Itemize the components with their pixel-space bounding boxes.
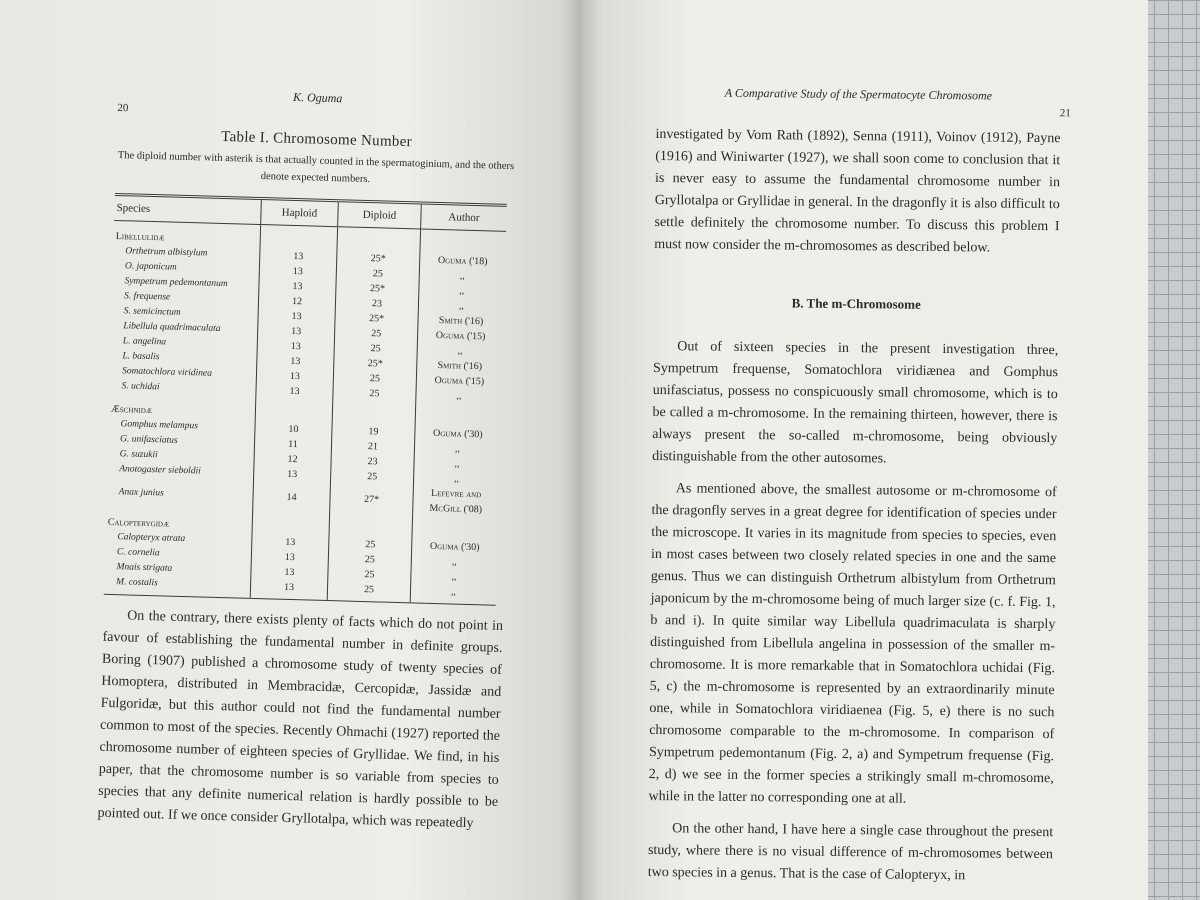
diploid-cell: 25 xyxy=(333,370,416,387)
haploid-cell: 13 xyxy=(251,564,328,581)
background-grid-surface xyxy=(1140,0,1200,900)
species-cell: S. uchidai xyxy=(121,381,160,393)
diploid-cell: 25* xyxy=(337,250,420,267)
author-cell: ,, xyxy=(411,568,497,585)
diploid-cell: 27* xyxy=(330,483,414,515)
diploid-cell: 25 xyxy=(336,265,419,282)
species-cell: Mnais strigata xyxy=(116,562,173,574)
right-page-content xyxy=(647,85,1071,888)
author-cell: Oguma ('15) xyxy=(416,372,502,389)
right-page-number: 21 xyxy=(1059,107,1071,120)
col-diploid: Diploid xyxy=(338,201,422,229)
author-cell: ,, xyxy=(417,342,503,359)
species-cell: L. angelina xyxy=(122,336,167,348)
right-paragraph-2: Out of sixteen species in the present investigation three, Sympetrum frequense, Somatochlora viridiænea and Gomphus unifasciatus, possess no conspicuously small chromosome, which is to be called a m-chromosome. In the remaining thirteen, however, there is always present the so-called m-chromosome, being obviously distinguishable from the other autosomes. xyxy=(652,339,1059,467)
species-cell: Libellula quadrimaculata xyxy=(123,321,221,334)
haploid-cell: 13 xyxy=(256,383,333,400)
diploid-cell: 19 xyxy=(332,423,415,440)
left-paragraph: On the contrary, there exists plenty of facts which do not point in favour of establishing the fundamental number in definite groups. Boring (1907) published a chromosome study of twenty species of Homoptera, distributed in Membracidæ, Cercopidæ, Jassidæ and Fulgoridæ, but this author could not find the fundamental number common to most of the species. Recently Ohmachi (1927) reported the chromosome number of eighteen species of Gryllidae. We find, in his paper, that the chromosome number is so variable from species to species that any definite numerical relation is hardly possible to be pointed out. If we once consider Gryllotalpa, which was repeatedly xyxy=(97,608,504,832)
species-cell: G. unifasciatus xyxy=(119,434,178,446)
left-page-number: 20 xyxy=(117,101,129,115)
diploid-cell: 23 xyxy=(331,453,414,470)
right-page xyxy=(578,0,1148,900)
family-name: Libellulidæ xyxy=(115,230,165,244)
haploid-cell: 12 xyxy=(258,293,335,310)
diploid-cell: 25 xyxy=(328,566,411,583)
right-paragraph-1: investigated by Vom Rath (1892), Senna (1911), Voinov (1912), Payne (1916) and Winiwarter (1927), we shall soon come to conclusion that it is never easy to assume the fundamental chromosome number in Gryllotalpa or Gryllidae in general. In the dragonfly it is also difficult to settle definitely the chromosome number. To discuss this problem I must now consider the m-chromosomes as described below. xyxy=(654,126,1061,256)
left-page-content xyxy=(97,85,518,836)
diploid-cell: 25 xyxy=(334,325,417,342)
species-cell: O. japonicum xyxy=(124,261,177,273)
author-cell: ,, xyxy=(413,470,499,487)
diploid-cell: 23 xyxy=(335,295,418,312)
col-author: Author xyxy=(421,203,507,231)
diploid-cell: 25 xyxy=(329,536,412,553)
diploid-cell: 25 xyxy=(327,581,411,603)
author-cell: ,, xyxy=(414,455,500,472)
author-cell: ,, xyxy=(418,297,504,314)
table-cell-empty xyxy=(412,515,498,540)
species-cell: C. cornelia xyxy=(116,547,160,559)
haploid-cell: 13 xyxy=(257,338,334,355)
table-cell-empty xyxy=(420,229,506,255)
diploid-cell: 25* xyxy=(336,280,419,297)
author-cell: Oguma ('18) xyxy=(420,252,506,269)
haploid-cell: 13 xyxy=(260,248,337,265)
col-haploid: Haploid xyxy=(261,199,339,227)
right-paragraph-3: As mentioned above, the smallest autosome or m-chromosome of the dragonfly serves in a great degree for identification of species under the microscope. It varies in its magnitude from species to species, even in most cases between two closely related species in one and the same genus. Thus we can distinguish Orthetrum albistylum from Orthetrum japonicum by the m-chromosome being of much larger size (c. f. Fig. 1, b and i). In quite similar way Libellula quadrimaculata is sharply distinguished from Libellula angelina in possession of the smaller m-chromosome. It is more remarkable that in Somatochlora uchidai (Fig. 5, c) the m-chromosome is represented by an extraordinarily minute one, while in Somatochlora viridiaenea (Fig. 5, e) there is no such chromosome comparable to the m-chromosome. In comparison of Sympetrum pedemontanum (Fig. 2, a) and Sympetrum frequense (Fig. 2, d) we see in the former species a strikingly small m-chromosome, while in the latter no corresponding one at all. xyxy=(648,481,1057,807)
species-cell: Gomphus melampus xyxy=(120,419,198,432)
family-name: Æschnidæ xyxy=(110,403,153,417)
diploid-cell: 25* xyxy=(335,310,418,327)
left-page xyxy=(0,0,578,900)
table-cell-empty xyxy=(260,225,338,251)
family-name: Calopterygidæ xyxy=(107,516,170,530)
author-cell: ,, xyxy=(410,583,496,605)
table-cell-empty xyxy=(329,513,413,538)
species-cell: Orthetrum albistylum xyxy=(125,246,208,259)
author-cell: Smith ('16) xyxy=(418,312,504,329)
table-cell-empty xyxy=(332,400,416,425)
diploid-cell: 25 xyxy=(333,385,416,402)
species-cell: S. semicinctum xyxy=(123,306,181,318)
section-heading: B. The m-Chromosome xyxy=(791,295,921,312)
species-cell: Calopteryx atrata xyxy=(117,532,186,545)
diploid-cell: 21 xyxy=(331,438,414,455)
species-cell: Anotogaster sieboldii xyxy=(119,464,201,477)
author-cell: Oguma ('15) xyxy=(417,327,503,344)
author-cell: Oguma ('30) xyxy=(412,538,498,555)
author-cell: Oguma ('30) xyxy=(415,425,501,442)
species-cell: Anax junius xyxy=(118,486,164,498)
right-paragraph-4: On the other hand, I have here a single case throughout the present study, where there is no visual difference of m-chromosomes between two species in a genus. That is the case of Calopteryx, in xyxy=(647,821,1054,884)
table-note: The diploid number with asterik is that actually counted in the spermatoginium, and the others denote expected numbers. xyxy=(117,150,515,186)
chromosome-table xyxy=(104,193,507,606)
diploid-cell: 25* xyxy=(334,355,417,372)
haploid-cell: 13 xyxy=(252,534,329,551)
author-cell: Smith ('16) xyxy=(417,357,503,374)
table-title: Table I. Chromosome Number xyxy=(220,128,413,151)
haploid-cell: 13 xyxy=(253,466,330,483)
author-cell: ,, xyxy=(416,387,502,404)
haploid-cell: 13 xyxy=(259,263,336,280)
right-running-head: A Comparative Study of the Spermatocyte Chromosome xyxy=(724,85,993,103)
haploid-cell: 13 xyxy=(259,278,336,295)
table-cell-empty xyxy=(337,227,421,253)
haploid-cell: 13 xyxy=(251,549,328,566)
diploid-cell: 25 xyxy=(334,340,417,357)
table-cell-empty xyxy=(255,398,333,423)
haploid-cell: 11 xyxy=(254,436,331,453)
table-cell-empty xyxy=(415,402,501,427)
haploid-cell: 14 xyxy=(253,481,331,513)
haploid-cell: 13 xyxy=(256,368,333,385)
diploid-cell: 25 xyxy=(330,468,413,485)
table-body xyxy=(104,220,506,605)
author-cell: ,, xyxy=(411,553,497,570)
haploid-cell: 13 xyxy=(250,579,328,601)
author-cell: Lefevre and McGill ('08) xyxy=(413,485,499,517)
haploid-cell: 13 xyxy=(257,323,334,340)
species-cell: Somatochlora viridinea xyxy=(121,366,213,379)
species-cell: G. suzukii xyxy=(119,449,158,461)
col-species: Species xyxy=(114,194,261,224)
species-cell: Sympetrum pedemontanum xyxy=(124,276,228,290)
haploid-cell: 13 xyxy=(258,308,335,325)
haploid-cell: 12 xyxy=(254,451,331,468)
left-running-head: K. Oguma xyxy=(292,89,343,106)
haploid-cell: 13 xyxy=(257,353,334,370)
author-cell: ,, xyxy=(419,267,505,284)
species-cell: L. basalis xyxy=(122,351,160,363)
species-cell: S. frequense xyxy=(123,291,171,303)
author-cell: ,, xyxy=(414,440,500,457)
table-cell-empty xyxy=(252,511,330,536)
author-cell: ,, xyxy=(419,282,505,299)
species-cell: M. costalis xyxy=(104,575,251,599)
diploid-cell: 25 xyxy=(328,551,411,568)
haploid-cell: 10 xyxy=(255,421,332,438)
